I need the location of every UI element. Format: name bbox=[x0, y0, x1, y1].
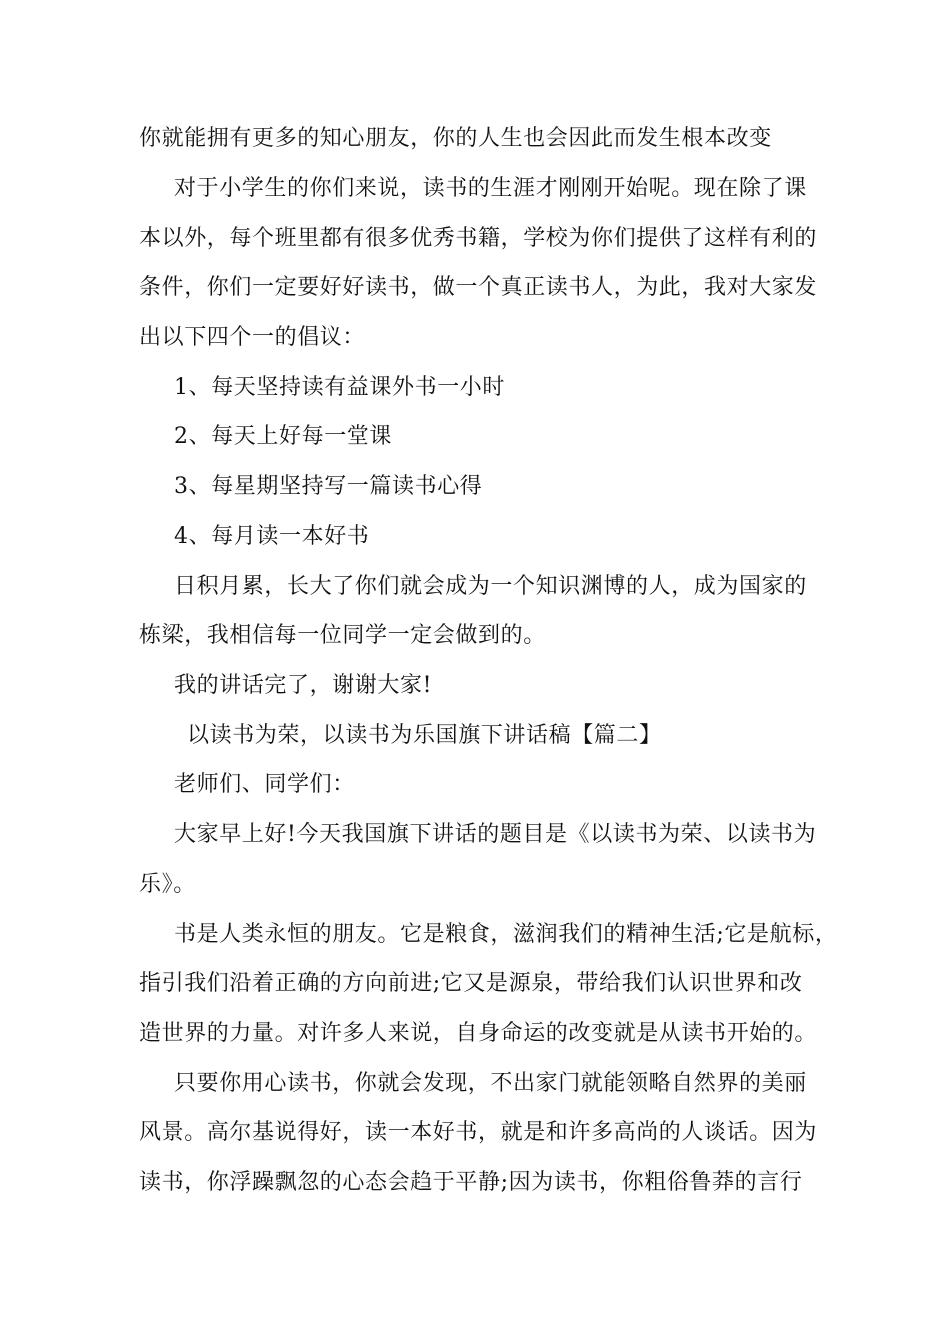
paragraph-line: 出以下四个一的倡议： bbox=[139, 325, 366, 350]
paragraph-line: 大家早上好!今天我国旗下讲话的题目是《以读书为荣、以读书为 bbox=[174, 822, 817, 847]
paragraph-line: 读书，你浮躁飘忽的心态会趋于平静;因为读书，你粗俗鲁莽的言行 bbox=[139, 1170, 803, 1195]
paragraph-line: 书是人类永恒的朋友。它是粮食，滋润我们的精神生活;它是航标， bbox=[174, 922, 838, 947]
salutation: 老师们、同学们： bbox=[174, 772, 355, 797]
list-item: 4、每月读一本好书 bbox=[174, 524, 370, 549]
paragraph-line: 我的讲话完了，谢谢大家! bbox=[174, 673, 433, 698]
paragraph-line: 本以外，每个班里都有很多优秀书籍，学校为你们提供了这样有利的 bbox=[139, 226, 818, 251]
paragraph-line: 日积月累，长大了你们就会成为一个知识渊博的人，成为国家的 bbox=[174, 574, 807, 599]
paragraph-line: 只要你用心读书，你就会发现，不出家门就能领略自然界的美丽 bbox=[174, 1071, 807, 1096]
paragraph-line: 对于小学生的你们来说，读书的生涯才刚刚开始呢。现在除了课 bbox=[174, 176, 807, 201]
paragraph-line: 栋梁，我相信每一位同学一定会做到的。 bbox=[139, 623, 546, 648]
paragraph-line: 指引我们沿着正确的方向前进;它又是源泉，带给我们认识世界和改 bbox=[139, 971, 803, 996]
list-item: 3、每星期坚持写一篇读书心得 bbox=[174, 474, 483, 499]
section-title: 以读书为荣，以读书为乐国旗下讲话稿【篇二】 bbox=[187, 723, 662, 748]
list-item: 2、每天上好每一堂课 bbox=[174, 424, 392, 449]
list-item: 1、每天坚持读有益课外书一小时 bbox=[174, 375, 505, 400]
paragraph-line: 你就能拥有更多的知心朋友，你的人生也会因此而发生根本改变 bbox=[139, 126, 772, 151]
paragraph-line: 风景。高尔基说得好，读一本好书，就是和许多高尚的人谈话。因为 bbox=[139, 1120, 818, 1145]
paragraph-line: 乐》。 bbox=[139, 872, 196, 897]
paragraph-line: 条件，你们一定要好好读书，做一个真正读书人，为此，我对大家发 bbox=[139, 275, 818, 300]
paragraph-line: 造世界的力量。对许多人来说，自身命运的改变就是从读书开始的。 bbox=[139, 1021, 818, 1046]
